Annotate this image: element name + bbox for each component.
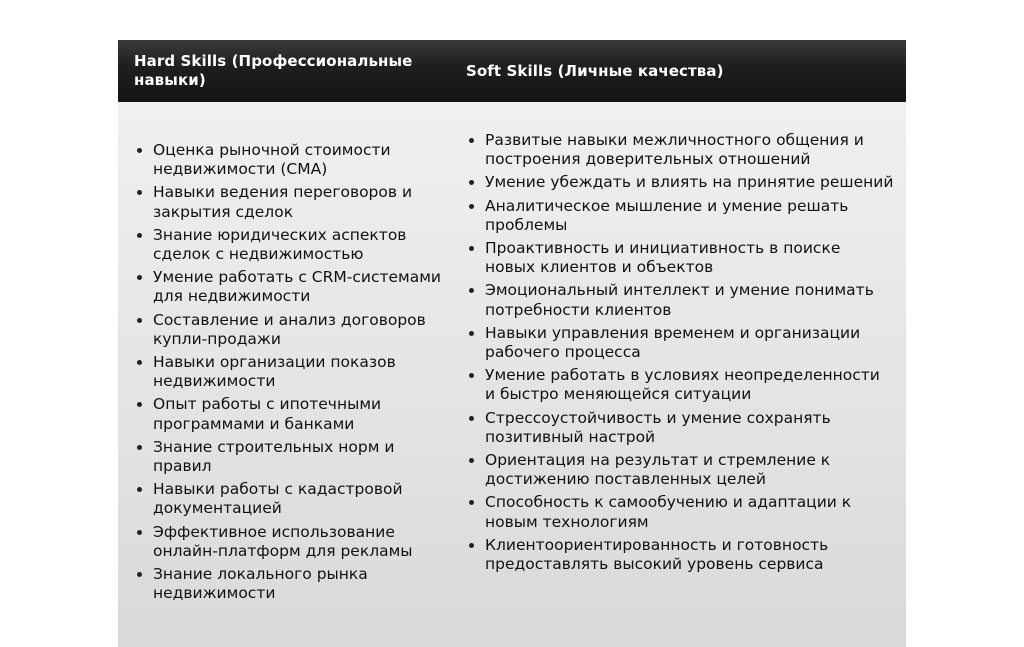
soft-skills-header: Soft Skills (Личные качества) xyxy=(466,62,724,80)
hard-skill-item: Навыки организации показов недвижимости xyxy=(134,353,449,391)
soft-skills-list xyxy=(466,131,894,578)
soft-skill-item: Развитые навыки межличностного общения и построения доверительных отношений xyxy=(466,131,894,169)
hard-skill-item: Эффективное использование онлайн-платформ для рекламы xyxy=(134,523,449,561)
soft-skill-item: Стрессоустойчивость и умение сохранять позитивный настрой xyxy=(466,409,894,447)
soft-skill-item: Способность к самообучению и адаптации к новым технологиям xyxy=(466,493,894,531)
hard-skill-item: Знание локального рынка недвижимости xyxy=(134,565,449,603)
hard-skill-item: Навыки работы с кадастровой документацией xyxy=(134,480,449,518)
table-header xyxy=(118,40,906,102)
soft-skill-item: Аналитическое мышление и умение решать проблемы xyxy=(466,197,894,235)
hard-skill-item: Навыки ведения переговоров и закрытия сделок xyxy=(134,183,449,221)
soft-skill-item: Эмоциональный интеллект и умение понимать потребности клиентов xyxy=(466,281,894,319)
table-body xyxy=(118,102,906,647)
hard-skills-list xyxy=(134,141,449,607)
soft-skill-item: Навыки управления временем и организации рабочего процесса xyxy=(466,324,894,362)
hard-skill-item: Знание юридических аспектов сделок с недвижимостью xyxy=(134,226,449,264)
hard-skill-item: Оценка рыночной стоимости недвижимости (CMA) xyxy=(134,141,449,179)
skills-table xyxy=(118,40,906,647)
soft-skill-item: Умение работать в условиях неопределенности и быстро меняющейся ситуации xyxy=(466,366,894,404)
hard-skill-item: Умение работать с CRM-системами для недвижимости xyxy=(134,268,449,306)
soft-skill-item: Проактивность и инициативность в поиске новых клиентов и объектов xyxy=(466,239,894,277)
hard-skill-item: Знание строительных норм и правил xyxy=(134,438,449,476)
hard-skills-header: Hard Skills (Профессиональные навыки) xyxy=(134,52,413,89)
soft-skill-item: Умение убеждать и влиять на принятие решений xyxy=(466,173,894,192)
soft-skill-item: Ориентация на результат и стремление к достижению поставленных целей xyxy=(466,451,894,489)
hard-skill-item: Опыт работы с ипотечными программами и банками xyxy=(134,395,449,433)
soft-skill-item: Клиентоориентированность и готовность предоставлять высокий уровень сервиса xyxy=(466,536,894,574)
hard-skill-item: Составление и анализ договоров купли-продажи xyxy=(134,311,449,349)
